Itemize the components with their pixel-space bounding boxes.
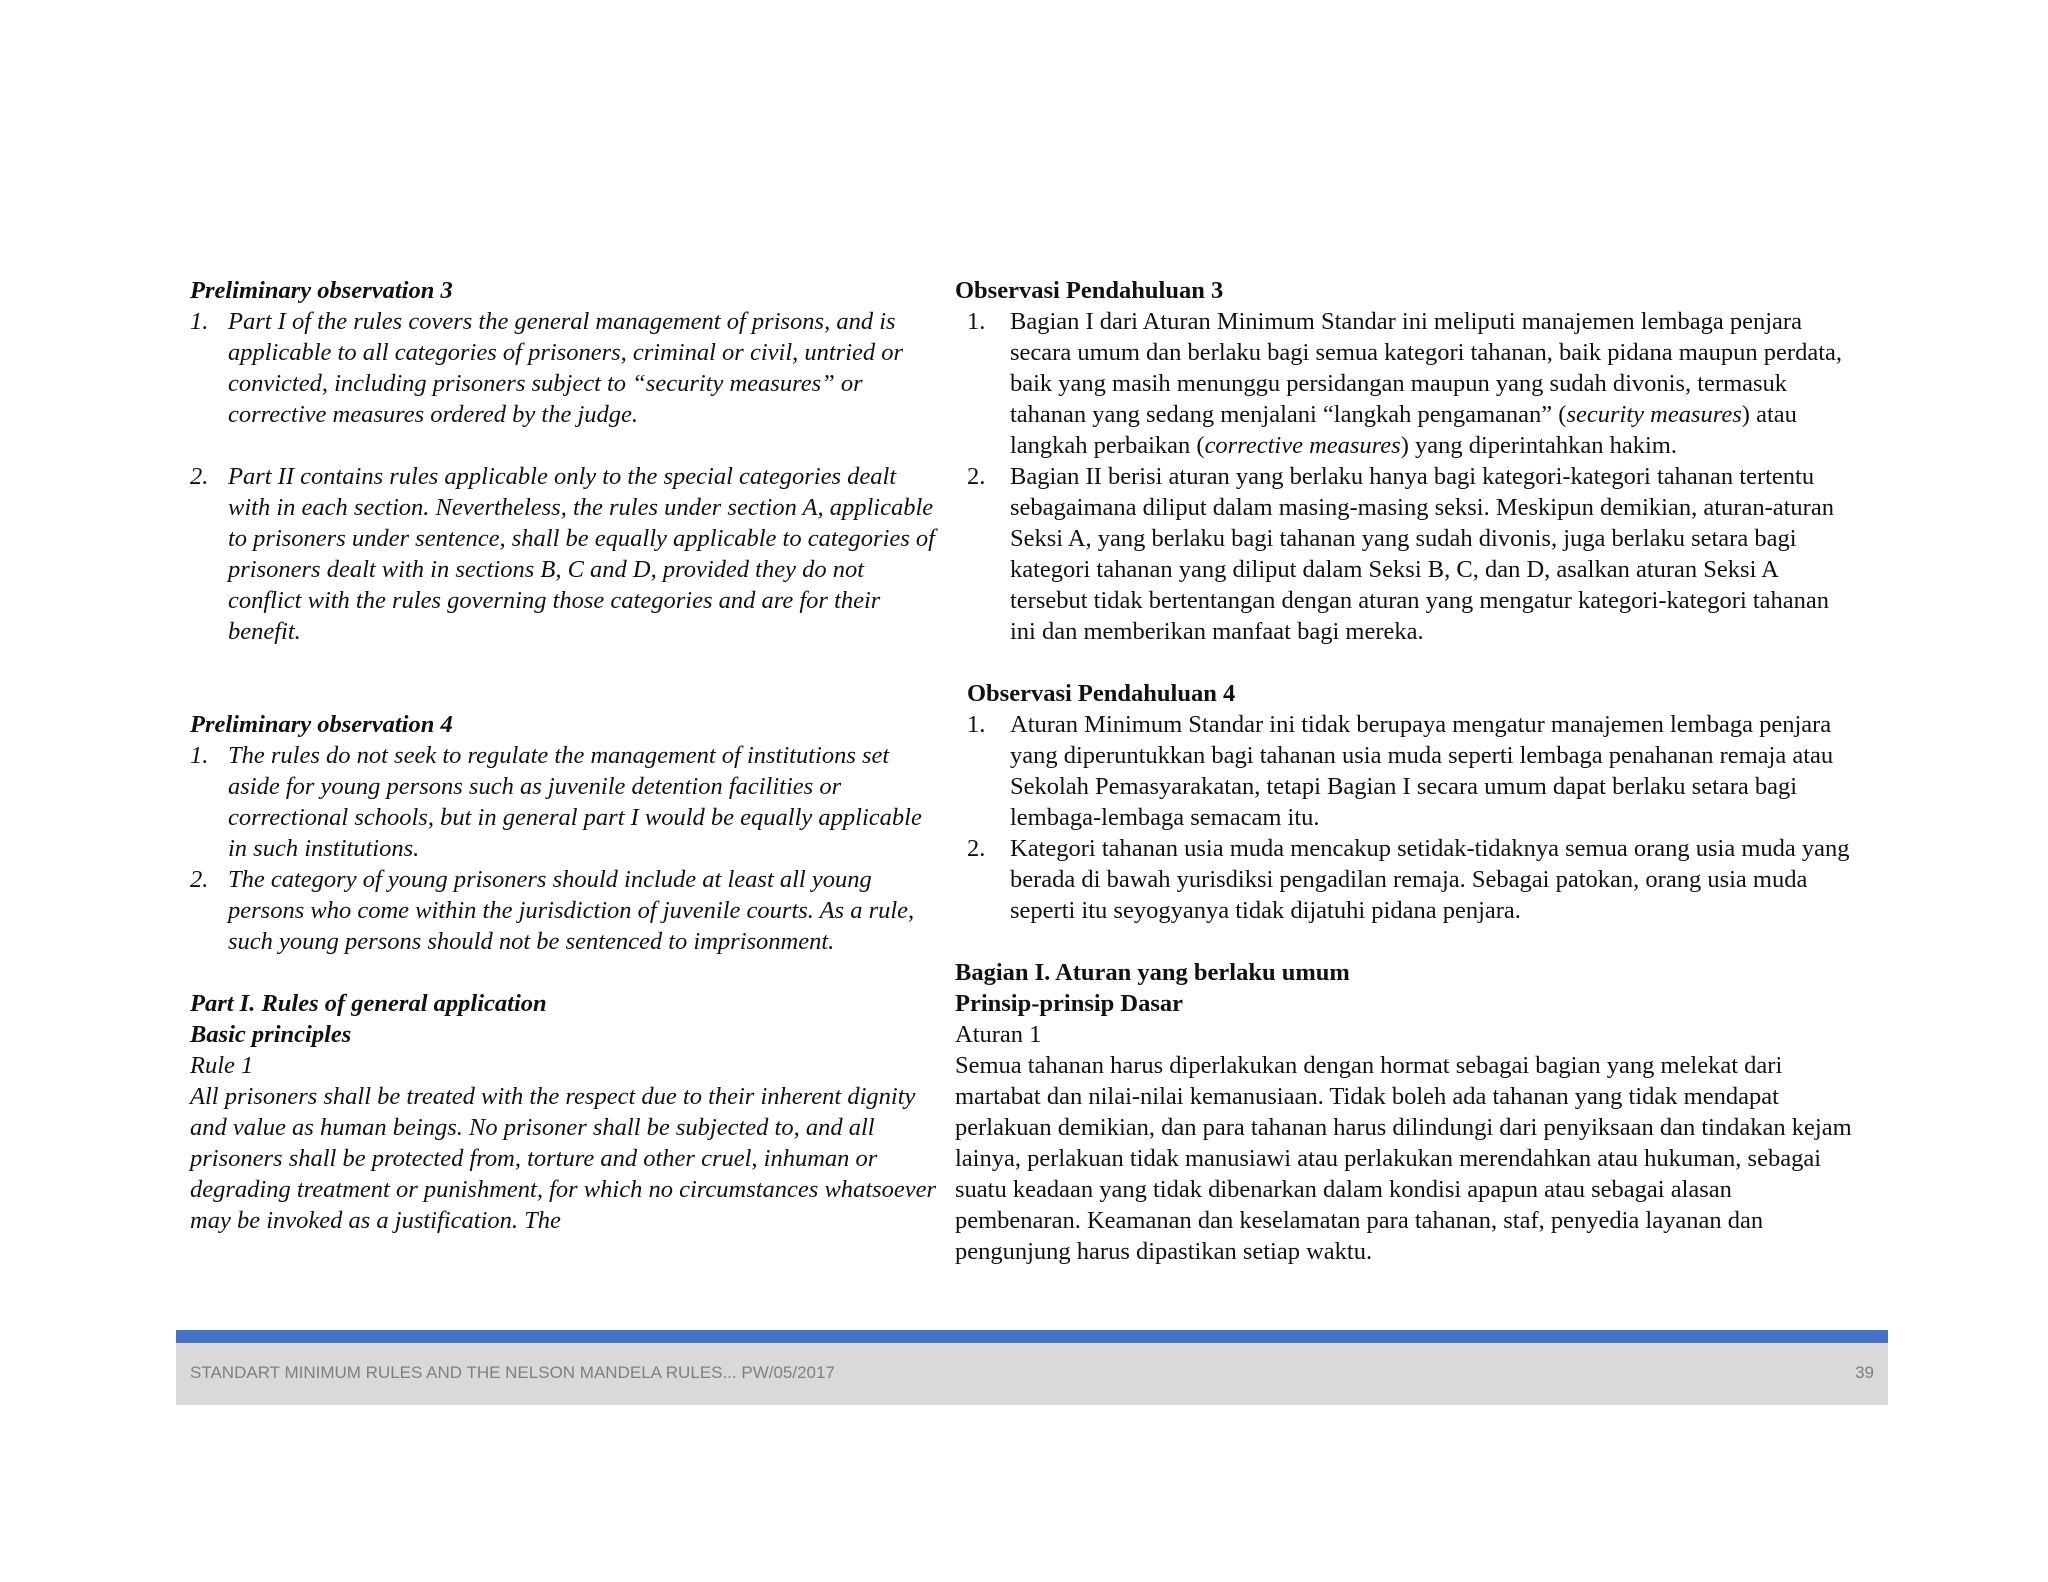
term-emphasis: corrective measures: [1204, 432, 1401, 459]
rule-text: All prisoners shall be treated with the respect due to their inherent dignity and value as human beings. No prisoner shall be subjected to, and all prisoners shall be protected from, torture and other cruel, inhuman or degrading treatment or punishment, for which no circumstances whatsoever may be invoked as a justification. The: [190, 1083, 937, 1234]
list-number: 2.: [967, 835, 986, 862]
part-heading: Part I. Rules of general application: [190, 990, 547, 1017]
spacer: [955, 926, 1855, 957]
list-item-text: Aturan Minimum Standar ini tidak berupaya mengatur manajemen lembaga penjara yang diperuntukkan bagi tahanan usia muda seperti lembaga penahanan remaja atau Sekolah Pemasyarakatan, tetapi Bagian I secara umum dapat berlaku setara bagi lembaga-lembaga semacam itu.: [1010, 711, 1834, 831]
list-number: 1.: [190, 308, 209, 335]
english-column: [190, 275, 940, 1236]
numbered-list: [955, 306, 1855, 647]
list-number: 1.: [967, 308, 986, 335]
numbered-list: [190, 306, 940, 647]
list-number: 2.: [190, 463, 209, 490]
section-heading: Preliminary observation 3: [190, 277, 453, 304]
list-item-text: Part II contains rules applicable only to the special categories dealt with in each section. Nevertheless, the rules under section A, applicable to prisoners under sentence, shall be equally applicable to categories of prisoners dealt with in sections B, C and D, provided they do not conflict with the rules governing those categories and are for their benefit.: [228, 463, 935, 645]
list-item: [955, 461, 1855, 647]
numbered-list: [190, 740, 940, 957]
list-item-text: Bagian I dari Aturan Minimum Standar ini meliputi manajemen lembaga penjara secara umum dan berlaku bagi semua kategori tahanan, baik pidana maupun perdata, baik yang masih menunggu persidangan maupun yang sudah divonis, termasuk tahanan yang sedang menjalani “langkah pengamanan” (security measures) atau langkah perbaikan (corrective measures) yang diperintahkan hakim.: [1010, 308, 1842, 459]
rule-label: Rule 1: [190, 1052, 254, 1079]
list-item: [190, 461, 940, 647]
section-heading: Observasi Pendahuluan 4: [967, 680, 1236, 707]
section-heading: Preliminary observation 4: [190, 711, 453, 738]
footer-accent-bar: [176, 1330, 1888, 1343]
spacer: [190, 647, 940, 693]
list-item: [190, 740, 940, 864]
list-item: [955, 709, 1855, 833]
part-heading: Bagian I. Aturan yang berlaku umum: [955, 959, 1350, 986]
footer-title: STANDART MINIMUM RULES AND THE NELSON MANDELA RULES... PW/05/2017: [190, 1363, 835, 1382]
list-item-text: Kategori tahanan usia muda mencakup setidak-tidaknya semua orang usia muda yang berada di bawah yurisdiksi pengadilan remaja. Sebagai patokan, orang usia muda seperti itu seyogyanya tidak dijatuhi pidana penjara.: [1010, 835, 1850, 924]
indonesian-column: [955, 275, 1855, 1267]
numbered-list: [955, 709, 1855, 926]
list-item: [190, 306, 940, 430]
list-item-text: Bagian II berisi aturan yang berlaku hanya bagi kategori-kategori tahanan tertentu sebagaimana diliput dalam masing-masing seksi. Meskipun demikian, aturan-aturan Seksi A, yang berlaku bagi tahanan yang sudah divonis, juga berlaku setara bagi kategori tahanan yang diliput dalam Seksi B, C, dan D, asalkan aturan Seksi A tersebut tidak bertentangan dengan aturan yang mengatur kategori-kategori tahanan ini dan memberikan manfaat bagi mereka.: [1010, 463, 1834, 645]
list-number: 2.: [967, 463, 986, 490]
subheading: Prinsip-prinsip Dasar: [955, 990, 1184, 1017]
list-item: [955, 306, 1855, 461]
page-footer: [176, 1343, 1888, 1405]
list-item-text: Part I of the rules covers the general management of prisons, and is applicable to all categories of prisoners, criminal or civil, untried or convicted, including prisoners subject to “security measures” or corrective measures ordered by the judge.: [228, 308, 904, 428]
list-number: 1.: [190, 742, 209, 769]
page-number: 39: [1855, 1363, 1874, 1382]
spacer: [190, 957, 940, 988]
list-item-text: The category of young prisoners should include at least all young persons who come within the jurisdiction of juvenile courts. As a rule, such young persons should not be sentenced to imprisonment.: [228, 866, 915, 955]
list-number: 2.: [190, 866, 209, 893]
rule-text: Semua tahanan harus diperlakukan dengan hormat sebagai bagian yang melekat dari martabat dan nilai-nilai kemanusiaan. Tidak boleh ada tahanan yang tidak mendapat perlakuan demikian, dan para tahanan harus dilindungi dari penyiksaan dan tindakan kejam lainya, perlakuan tidak manusiawi atau perlakukan merendahkan atau hukuman, sebagai suatu keadaan yang tidak dibenarkan dalam kondisi apapun atau sebagai alasan pembenaran. Keamanan dan keselamatan para tahanan, staf, penyedia layanan dan pengunjung harus dipastikan setiap waktu.: [955, 1052, 1852, 1265]
spacer: [190, 693, 940, 709]
list-item: [190, 864, 940, 957]
list-item-text: The rules do not seek to regulate the management of institutions set aside for young persons such as juvenile detention facilities or correctional schools, but in general part I would be equally applicable in such institutions.: [228, 742, 922, 862]
subheading: Basic principles: [190, 1021, 352, 1048]
spacer: [955, 647, 1855, 678]
list-item: [955, 833, 1855, 926]
term-emphasis: security measures: [1566, 401, 1742, 428]
spacer: [190, 430, 940, 461]
section-heading: Observasi Pendahuluan 3: [955, 277, 1224, 304]
rule-label: Aturan 1: [955, 1021, 1042, 1048]
list-number: 1.: [967, 711, 986, 738]
